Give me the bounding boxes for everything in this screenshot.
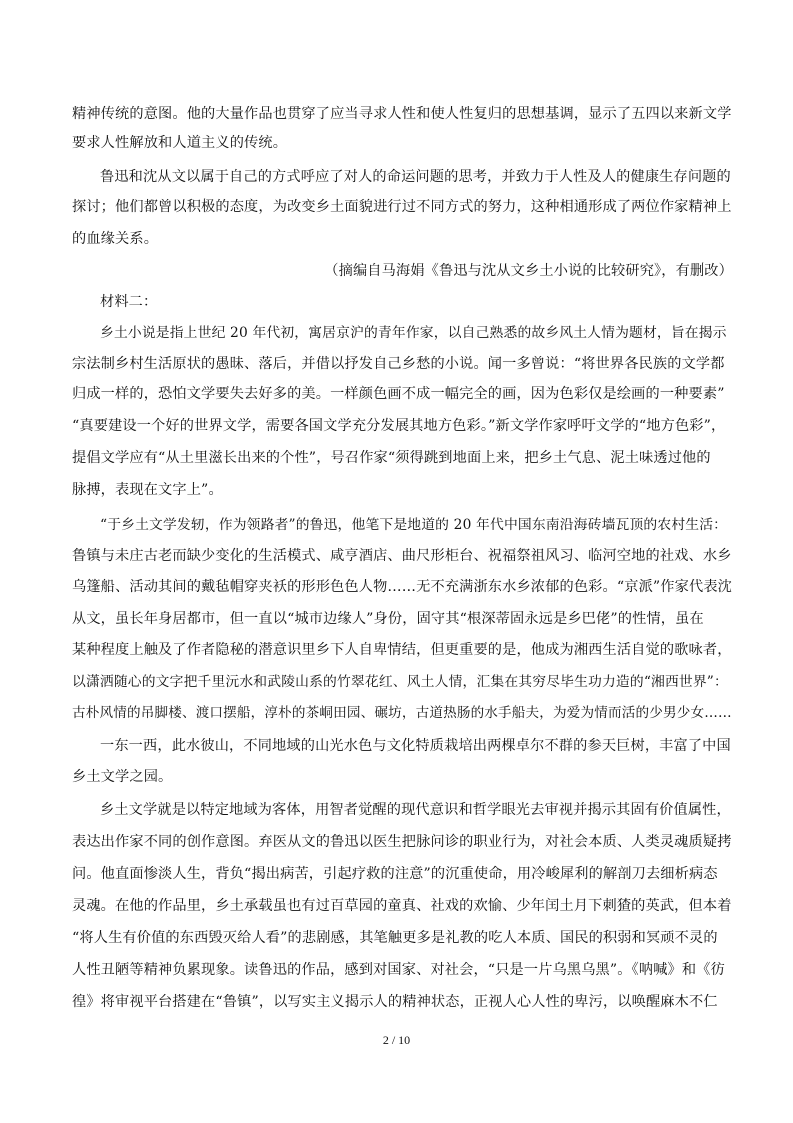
section-heading: 材料二：	[100, 294, 158, 310]
paragraph-line: 的血缘关系。	[72, 231, 159, 247]
paragraph-line: 要求人性解放和人道主义的传统。	[72, 135, 288, 151]
paragraph-line: 灵魂。在他的作品里，乡土承载虽也有过百草园的童真、社戏的欢愉、少年闰土月下刺猹的英武，但本着	[72, 898, 732, 914]
paragraph-line: 脉搏，表现在文字上”。	[72, 482, 223, 498]
paragraph-line: 提倡文学应有“从土里滋长出来的个性”，号召作家“须得跳到地面上来，把乡土气息、泥土味透过他的	[72, 450, 711, 466]
paragraph-line: 乡土文学就是以特定地域为客体，用智者觉醒的现代意识和哲学眼光去审视并揭示其固有价值属性，	[100, 802, 731, 818]
paragraph-line: 鲁迅和沈从文以属于自己的方式呼应了对人的命运问题的思考，并致力于人性及人的健康生存问题的	[100, 169, 731, 185]
paragraph-line: 一东一西，此水彼山，不同地域的山光水色与文化特质栽培出两棵卓尔不群的参天巨树，丰富了中国	[100, 738, 731, 754]
paragraph-line: 问。他直面惨淡人生，背负“揭出病苦，引起疗救的注意”的沉重使命，用冷峻犀利的解剖刀去细析病态	[72, 866, 718, 882]
paragraph-line: 人性丑陋等精神负累现象。读鲁迅的作品，感到对国家、对社会，“只是一片乌黑乌黑”。《呐喊》和《彷	[72, 962, 725, 978]
paragraph-line: 宗法制乡村生活原状的愚昧、落后，并借以抒发自己乡愁的小说。闻一多曾说：“将世界各民族的文学都	[72, 356, 725, 372]
paragraph-line: 乡土文学之园。	[72, 769, 173, 785]
paragraph-line: 精神传统的意图。他的大量作品也贯穿了应当寻求人性和使人性复归的思想基调，显示了五四以来新文学	[72, 106, 732, 122]
paragraph-line: “将人生有价值的东西毁灭给人看”的悲剧感，其笔触更多是礼教的吃人本质、国民的积弱和冥顽不灵的	[72, 930, 718, 946]
paragraph-line: 古朴风情的吊脚楼、渡口摆船，淳朴的茶峒田园、碾坊，古道热肠的水手船夫，为爱为情而活的少男少女……	[72, 705, 732, 721]
paragraph-line: 乌篷船、活动其间的戴毡帽穿夹袄的形形色色人物……无不充满浙东水乡浓郁的色彩。“京派”作家代表沈	[72, 579, 732, 595]
paragraph-line: 以潇洒随心的文字把千里沅水和武陵山系的竹翠花红、风土人情，汇集在其穷尽毕生功力造的“湘西世界”：	[72, 674, 728, 690]
paragraph-line: 从文，虽长年身居都市，但一直以“城市边缘人”身份，固守其“根深蒂固永远是乡巴佬”的性情，虽在	[72, 611, 704, 627]
source-citation: （摘编自马海娟《鲁迅与沈从文乡土小说的比较研究》，有删改）	[324, 263, 733, 279]
paragraph-line: “真要建设一个好的世界文学，需要各国文学充分发展其地方色彩。”新文学作家呼吁文学的“地方色彩”，	[72, 418, 726, 434]
paragraph-line: 鲁镇与未庄古老而缺少变化的生活模式、咸亨酒店、曲尺形柜台、祝福祭祖风习、临河空地的社戏、水乡	[72, 548, 732, 564]
paragraph-line: 乡土小说是指上世纪 20 年代初，寓居京沪的青年作家，以自己熟悉的故乡风土人情为题材，旨在揭示	[100, 325, 727, 341]
paragraph-line: 某种程度上触及了作者隐秘的潜意识里乡下人自卑情结，但更重要的是，他成为湘西生活自觉的歌咏者，	[72, 642, 732, 658]
paragraph-line: “于乡土文学发轫，作为领路者”的鲁迅，他笔下是地道的 20 年代中国东南沿海砖墙瓦顶的农村生活：	[100, 517, 728, 533]
paragraph-line: 徨》将审视平台搭建在“鲁镇”，以写实主义揭示人的精神状态，正视人心人性的卑污，以唤醒麻木不仁	[72, 994, 718, 1010]
page-number: 2 / 10	[382, 1033, 411, 1047]
paragraph-line: 表达出作家不同的创作意图。弃医从文的鲁迅以医生把脉问诊的职业行为，对社会本质、人类灵魂质疑拷	[72, 834, 732, 850]
paragraph-line: 归成一样的，恐怕文学要失去好多的美。一样颜色画不成一幅完全的画，因为色彩仅是绘画的一种要素”	[72, 386, 725, 402]
paragraph-line: 探讨；他们都曾以积极的态度，为改变乡土面貌进行过不同方式的努力，这种相通形成了两位作家精神上	[72, 199, 732, 215]
